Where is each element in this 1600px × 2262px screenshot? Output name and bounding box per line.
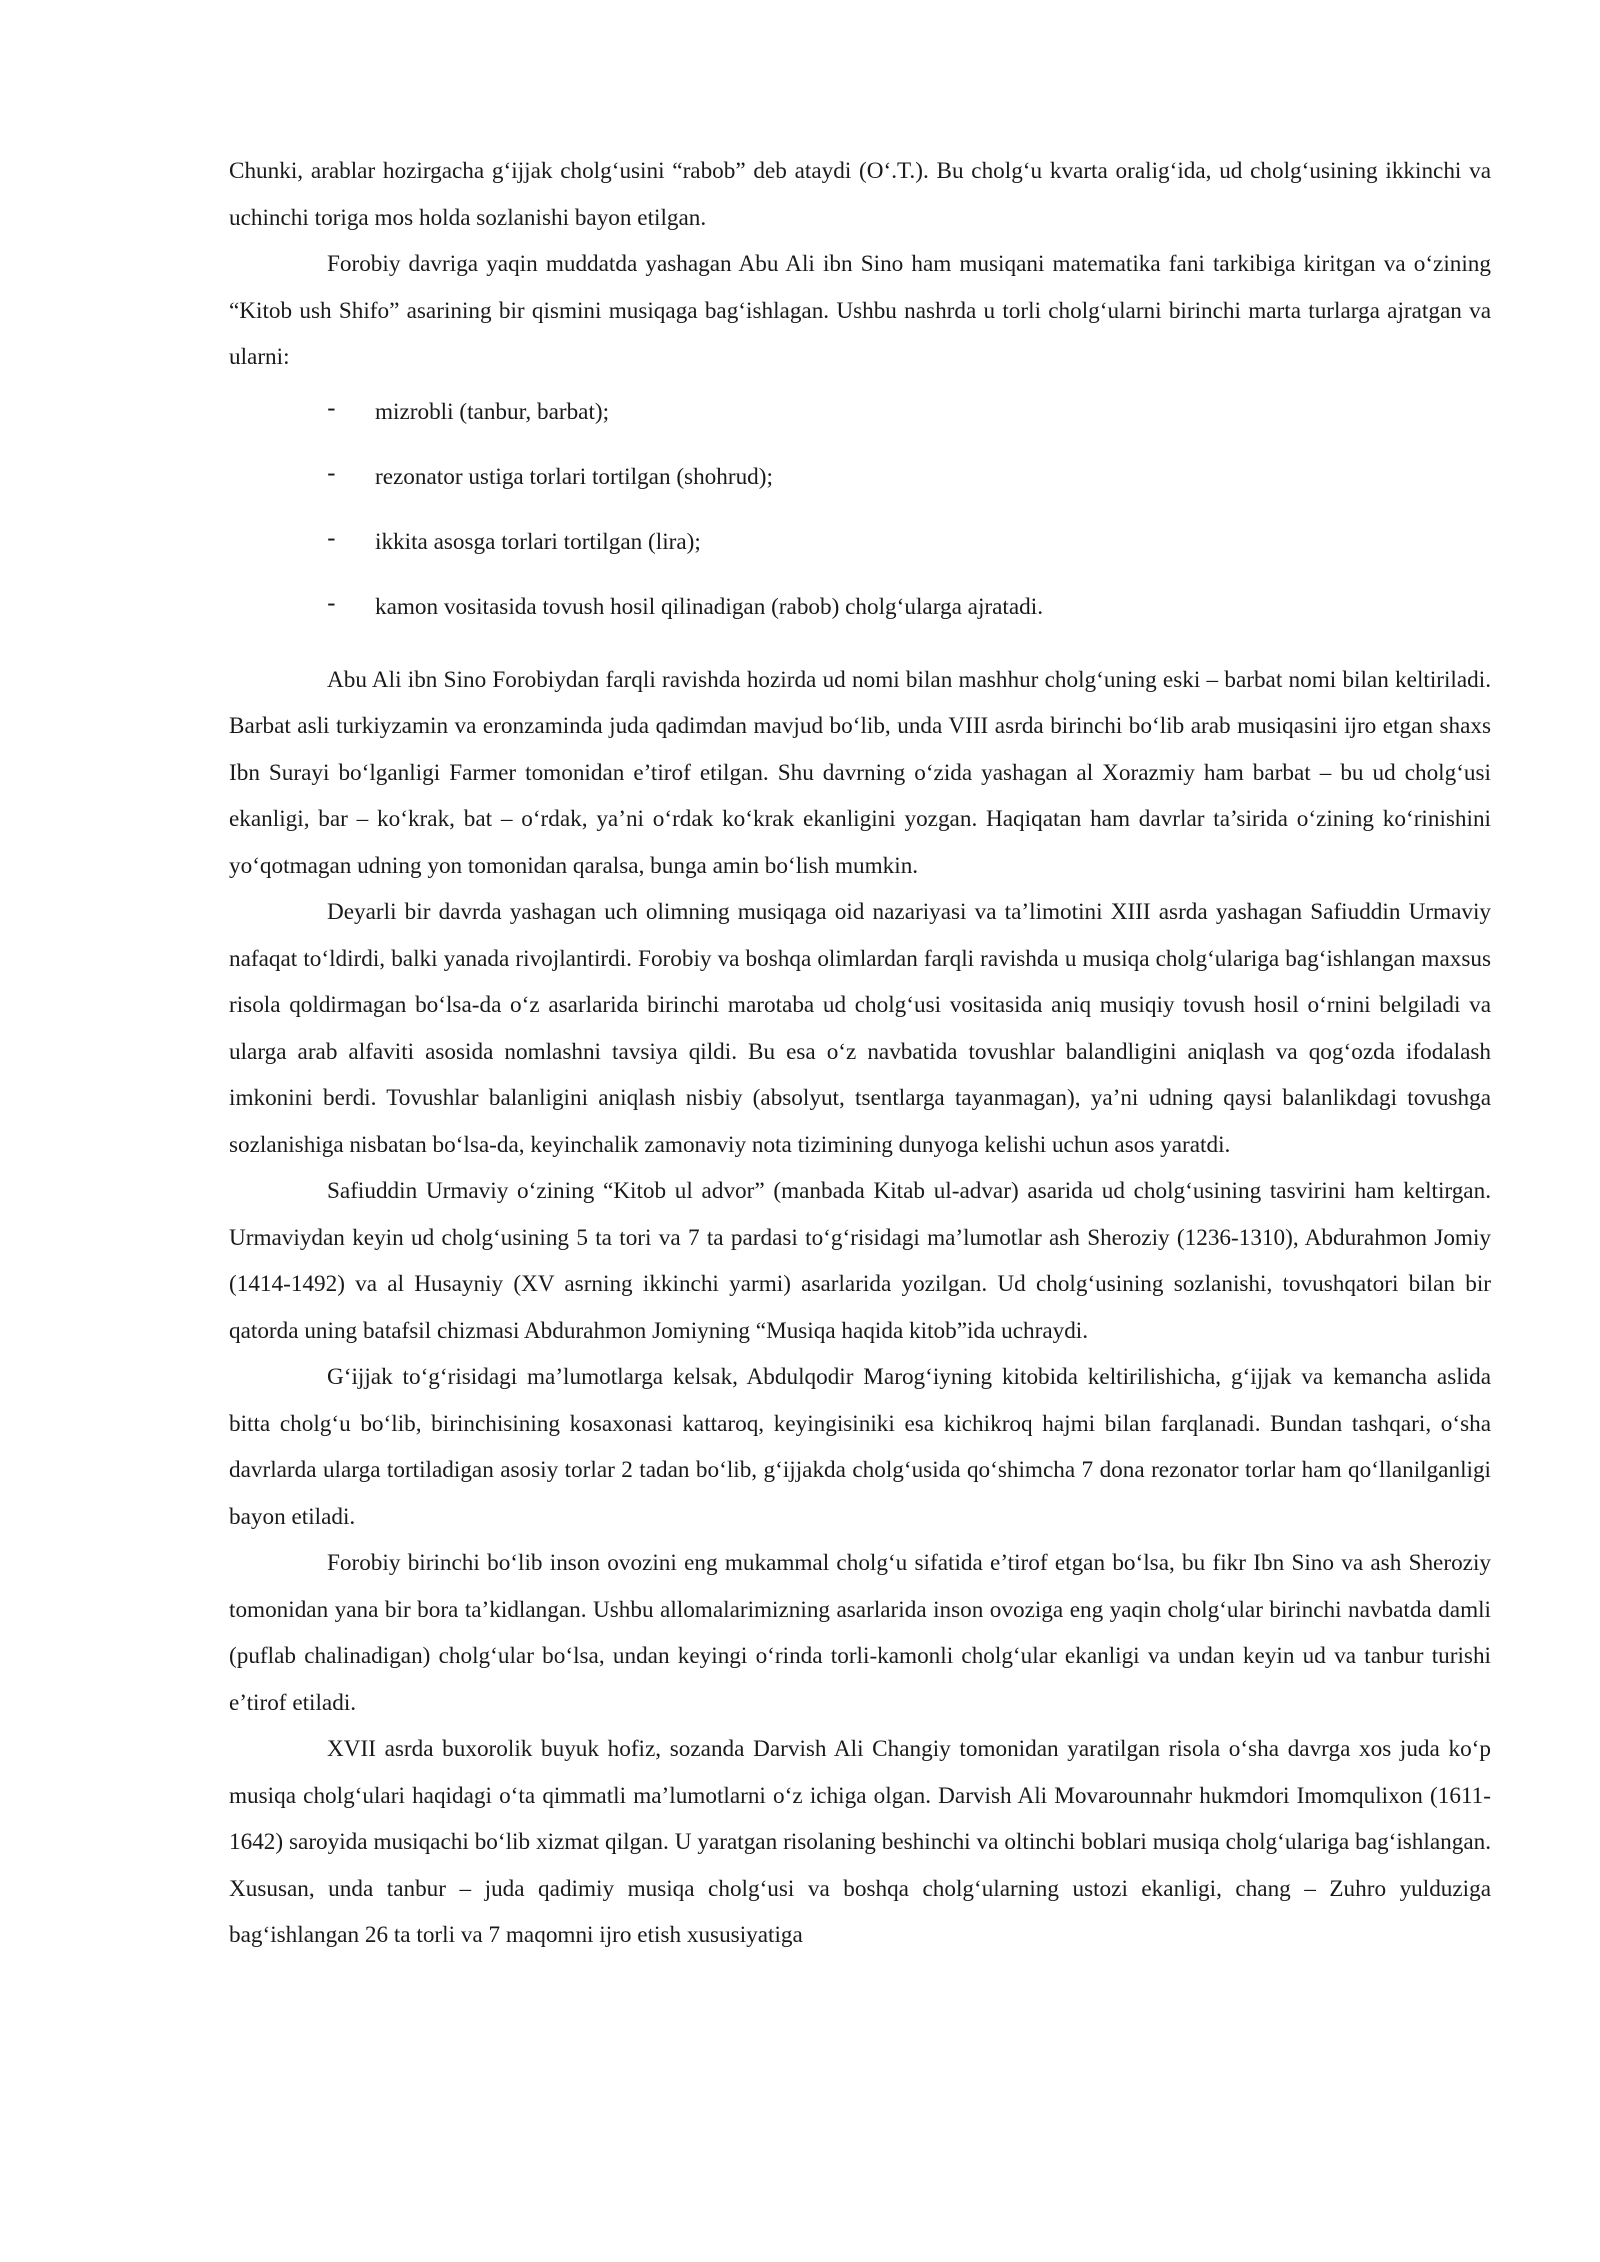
list-dash: - — [327, 393, 336, 422]
paragraph-4: Deyarli bir davrda yashagan uch olimning musiqaga oid nazariyasi va ta’limotini XIII asrda yashagan Safiuddin Urmaviy nafaqat to‘ldirdi, balki yanada rivojlantirdi. Forobiy va boshqa olimlardan farqli ravishda u musiqa cholg‘ulariga bag‘ishlangan maxsus risola qoldirmagan bo‘lsa-da o‘z asarlarida birinchi marotaba ud cholg‘usi vositasida aniq musiqiy tovush hosil o‘rnini belgiladi va ularga arab alfaviti asosida nomlashni tavsiya qildi. Bu esa o‘z navbatida tovushlar balandligini aniqlash va qog‘ozda ifodalash imkonini berdi. Tovushlar balanligini aniqlash nisbiy (absolyut, tsentlarga tayanmagan), ya’ni udning qaysi balanlikdagi tovushga sozlanishiga nisbatan bo‘lsa-da, keyinchalik zamonaviy nota tizimining dunyoga kelishi uchun asos yaratdi. — [229, 899, 1491, 1158]
list-dash: - — [327, 588, 336, 617]
list-dash: - — [327, 458, 336, 487]
paragraph-6: G‘ijjak to‘g‘risidagi ma’lumotlarga kelsak, Abdulqodir Marog‘iyning kitobida keltirilishicha, g‘ijjak va kemancha aslida bitta cholg‘u bo‘lib, birinchisining kosaxonasi kattaroq, keyingisiniki esa kichikroq hajmi bilan farqlanadi. Bundan tashqari, o‘sha davrlarda ularga tortiladigan asosiy torlar 2 tadan bo‘lib, g‘ijjakda cholg‘usida qo‘shimcha 7 dona rezonator torlar ham qo‘llanilganligi bayon etiladi. — [229, 1364, 1491, 1530]
document-page — [229, 148, 1491, 1959]
paragraph-5: Safiuddin Urmaviy o‘zining “Kitob ul advor” (manbada Kitab ul-advar) asarida ud cholg‘usining tasvirini ham keltirgan. Urmaviydan keyin ud cholg‘usining 5 ta tori va 7 ta pardasi to‘g‘risidagi ma’lumotlar ash Sheroziy (1236-1310), Abdurahmon Jomiy (1414-1492) va al Husayniy (XV asrning ikkinchi yarmi) asarlarida yozilgan. Ud cholg‘usining sozlanishi, tovushqatori bilan bir qatorda uning batafsil chizmasi Abdurahmon Jomiyning “Musiqa haqida kitob”ida uchraydi. — [229, 1178, 1491, 1344]
paragraph-3: Abu Ali ibn Sino Forobiydan farqli ravishda hozirda ud nomi bilan mashhur cholg‘uning eski – barbat nomi bilan keltiriladi. Barbat asli turkiyzamin va eronzaminda juda qadimdan mavjud bo‘lib, unda VIII asrda birinchi bo‘lib arab musiqasini ijro etgan shaxs Ibn Surayi bo‘lganligi Farmer tomonidan e’tirof etilgan. Shu davrning o‘zida yashagan al Xorazmiy ham barbat – bu ud cholg‘usi ekanligi, bar – ko‘krak, bat – o‘rdak, ya’ni o‘rdak ko‘krak ekanligini yozgan. Haqiqatan ham davrlar ta’sirida o‘zining ko‘rinishini yo‘qotmagan udning yon tomonidan qaralsa, bunga amin bo‘lish mumkin. — [229, 666, 1491, 879]
list-item-text: rezonator ustiga torlari tortilgan (shohrud); — [375, 463, 773, 490]
list-item — [229, 584, 1491, 649]
list-item — [229, 389, 1491, 454]
list-item — [229, 519, 1491, 584]
paragraph-8: XVII asrda buxorolik buyuk hofiz, sozanda Darvish Ali Changiy tomonidan yaratilgan risola o‘sha davrga xos juda ko‘p musiqa cholg‘ulari haqidagi o‘ta qimmatli ma’lumotlarni o‘z ichiga olgan. Darvish Ali Movarounnahr hukmdori Imomqulixon (1611-1642) saroyida musiqachi bo‘lib xizmat qilgan. U yaratgan risolaning beshinchi va oltinchi boblari musiqa cholg‘ulariga bag‘ishlangan. Xususan, unda tanbur – juda qadimiy musiqa cholg‘usi va boshqa cholg‘ularning ustozi ekanligi, chang – Zuhro yulduziga bag‘ishlangan 26 ta torli va 7 maqomni ijro etish xususiyatiga — [229, 1736, 1491, 1948]
paragraph-7: Forobiy birinchi bo‘lib inson ovozini eng mukammal cholg‘u sifatida e’tirof etgan bo‘lsa, bu fikr Ibn Sino va ash Sheroziy tomonidan yana bir bora ta’kidlangan. Ushbu allomalarimizning asarlarida inson ovoziga eng yaqin cholg‘ular birinchi navbatda damli (puflab chalinadigan) cholg‘ular bo‘lsa, undan keyingi o‘rinda torli-kamonli cholg‘ular ekanligi va undan keyin ud va tanbur turishi e’tirof etiladi. — [229, 1550, 1491, 1716]
list-item-text: ikkita asosga torlari tortilgan (lira); — [375, 528, 701, 555]
list-dash: - — [327, 523, 336, 552]
list-item-text: kamon vositasida tovush hosil qilinadigan (rabob) cholg‘ularga ajratadi. — [375, 593, 1043, 620]
list-item — [229, 454, 1491, 519]
paragraph-1: Chunki, arablar hozirgacha g‘ijjak cholg‘usini “rabob” deb ataydi (O‘.T.). Bu cholg‘u kvarta oralig‘ida, ud cholg‘usining ikkinchi va uchinchi toriga mos holda sozlanishi bayon etilgan. — [229, 158, 1491, 231]
list-item-text: mizrobli (tanbur, barbat); — [375, 398, 610, 425]
paragraph-2: Forobiy davriga yaqin muddatda yashagan Abu Ali ibn Sino ham musiqani matematika fani tarkibiga kiritgan va o‘zining “Kitob ush Shifo” asarining bir qismini musiqaga bag‘ishlagan. Ushbu nashrda u torli cholg‘ularni birinchi marta turlarga ajratgan va ularni: — [229, 251, 1491, 370]
instrument-type-list — [229, 389, 1491, 649]
